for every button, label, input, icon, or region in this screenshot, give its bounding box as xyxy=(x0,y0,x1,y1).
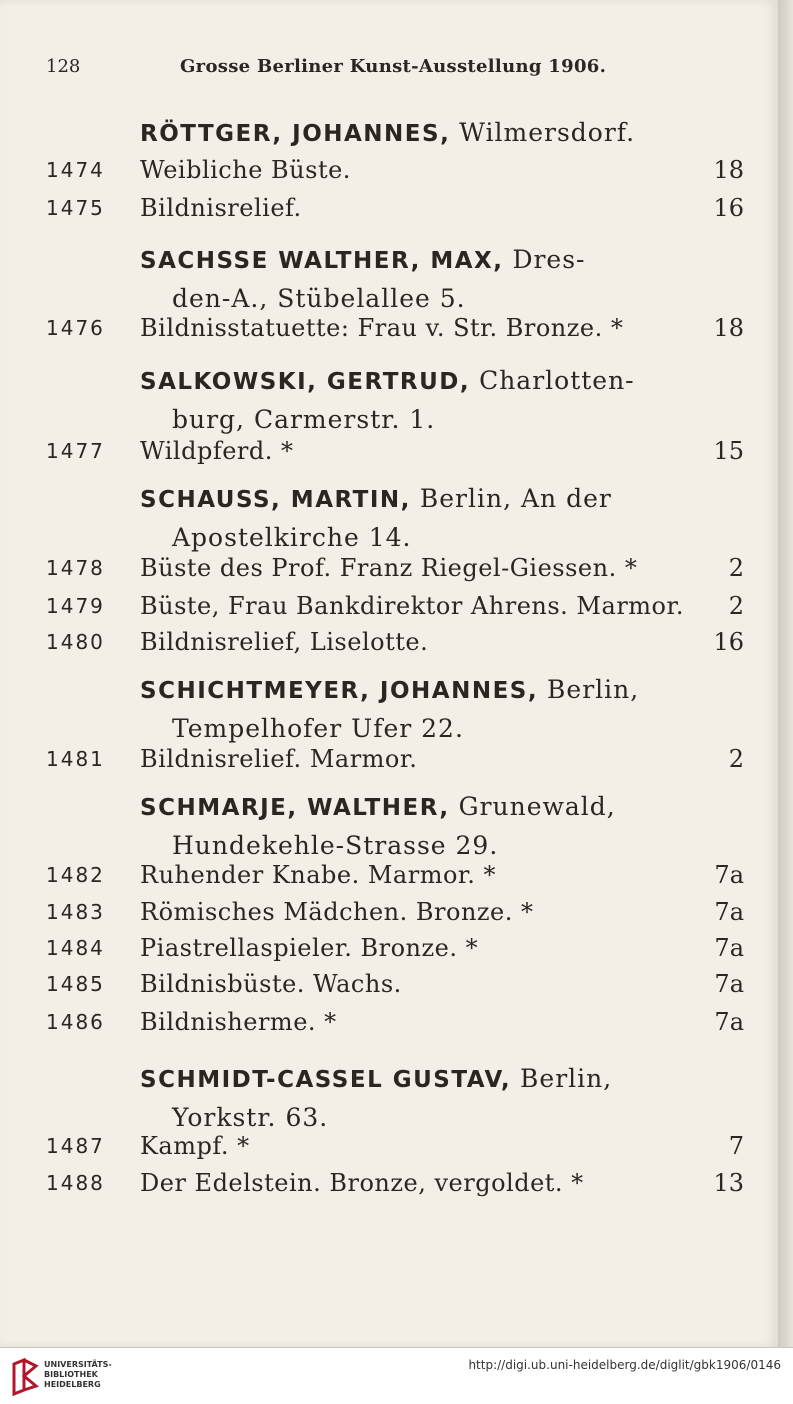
entry-room: 13 xyxy=(713,1169,744,1197)
artist-place: Grunewald, xyxy=(458,792,616,821)
artist-heading xyxy=(140,788,700,864)
entry-number: 1484 xyxy=(46,936,105,960)
artist-heading xyxy=(140,241,700,317)
artist-name: SCHAUSS, MARTIN, xyxy=(140,487,411,513)
catalog-entry xyxy=(0,965,778,1003)
artist-address: Apostelkirche 14. xyxy=(172,523,412,552)
logo-line: UNIVERSITÄTS- xyxy=(44,1360,112,1369)
artist-heading xyxy=(140,362,700,438)
entry-number: 1485 xyxy=(46,972,105,996)
entry-title: Der Edelstein. Bronze, vergoldet. * xyxy=(140,1169,584,1197)
catalog-entry xyxy=(0,893,778,931)
catalog-entry xyxy=(0,1127,778,1165)
entry-title: Bildnisrelief, Liselotte. xyxy=(140,628,429,656)
permalink-url[interactable]: http://digi.ub.uni-heidelberg.de/diglit/gbk1906/0146 xyxy=(468,1358,781,1372)
catalog-entry xyxy=(0,151,778,189)
library-logo-text xyxy=(44,1360,112,1390)
entry-room: 7 xyxy=(728,1132,744,1160)
artist-place: Berlin, xyxy=(547,675,640,704)
entry-title: Römisches Mädchen. Bronze. * xyxy=(140,898,534,926)
viewer-footer xyxy=(0,1347,793,1404)
entry-number: 1487 xyxy=(46,1134,105,1158)
catalog-entry xyxy=(0,1164,778,1202)
entry-title: Büste, Frau Bankdirektor Ahrens. Marmor. xyxy=(140,592,684,620)
running-title: Grosse Berliner Kunst-Ausstellung 1906. xyxy=(180,56,607,77)
entry-number: 1486 xyxy=(46,1010,105,1034)
entry-room: 7a xyxy=(714,934,744,962)
catalog-entry xyxy=(0,929,778,967)
entry-room: 7a xyxy=(714,970,744,998)
running-header xyxy=(0,56,778,86)
entry-room: 15 xyxy=(713,437,744,465)
entry-number: 1483 xyxy=(46,900,105,924)
catalog-entry xyxy=(0,623,778,661)
entry-number: 1476 xyxy=(46,316,105,340)
entry-room: 7a xyxy=(714,898,744,926)
artist-heading xyxy=(140,1060,700,1136)
catalog-entry xyxy=(0,1003,778,1041)
entry-room: 7a xyxy=(714,861,744,889)
entry-title: Kampf. * xyxy=(140,1132,250,1160)
catalog-entry xyxy=(0,587,778,625)
artist-heading xyxy=(140,671,700,747)
artist-address: den-A., Stübelallee 5. xyxy=(172,284,466,313)
catalog-entry xyxy=(0,189,778,227)
logo-line: HEIDELBERG xyxy=(44,1380,101,1389)
entry-title: Bildnisstatuette: Frau v. Str. Bronze. * xyxy=(140,314,624,342)
artist-name: SCHICHTMEYER, JOHANNES, xyxy=(140,678,539,704)
entry-title: Bildnisrelief. Marmor. xyxy=(140,745,418,773)
entry-room: 18 xyxy=(713,314,744,342)
entry-title: Wildpferd. * xyxy=(140,437,294,465)
entry-number: 1475 xyxy=(46,196,105,220)
artist-place: Dres- xyxy=(512,245,586,274)
entry-room: 2 xyxy=(728,592,744,620)
entry-number: 1477 xyxy=(46,439,105,463)
entry-room: 18 xyxy=(713,156,744,184)
artist-name: SALKOWSKI, GERTRUD, xyxy=(140,369,471,395)
entry-number: 1474 xyxy=(46,158,105,182)
entry-title: Büste des Prof. Franz Riegel-Giessen. * xyxy=(140,554,638,582)
entry-title: Bildnisherme. * xyxy=(140,1008,337,1036)
entry-room: 7a xyxy=(714,1008,744,1036)
artist-name: SACHSSE WALTHER, MAX, xyxy=(140,248,504,274)
entry-title: Weibliche Büste. xyxy=(140,156,351,184)
artist-place: Berlin, An der xyxy=(419,484,612,513)
artist-place: Wilmersdorf. xyxy=(459,118,636,147)
entry-number: 1488 xyxy=(46,1171,105,1195)
entry-title: Ruhender Knabe. Marmor. * xyxy=(140,861,496,889)
artist-address: Hundekehle-Strasse 29. xyxy=(172,831,499,860)
artist-heading xyxy=(140,114,700,153)
entry-title: Piastrellaspieler. Bronze. * xyxy=(140,934,479,962)
artist-address: Tempelhofer Ufer 22. xyxy=(172,714,464,743)
artist-place: Berlin, xyxy=(520,1064,613,1093)
entry-title: Bildnisbüste. Wachs. xyxy=(140,970,402,998)
page-gutter xyxy=(778,0,793,1347)
artist-name: SCHMARJE, WALTHER, xyxy=(140,795,450,821)
entry-number: 1479 xyxy=(46,594,105,618)
artist-heading xyxy=(140,480,700,556)
entry-room: 2 xyxy=(728,745,744,773)
library-logo-icon xyxy=(10,1356,40,1396)
entry-room: 16 xyxy=(713,194,744,222)
entry-number: 1481 xyxy=(46,747,105,771)
artist-name: SCHMIDT-CASSEL GUSTAV, xyxy=(140,1067,512,1093)
catalog-entry xyxy=(0,856,778,894)
artist-name: RÖTTGER, JOHANNES, xyxy=(140,121,451,147)
entry-room: 16 xyxy=(713,628,744,656)
artist-address: Yorkstr. 63. xyxy=(172,1103,329,1132)
entry-title: Bildnisrelief. xyxy=(140,194,302,222)
catalog-entry xyxy=(0,432,778,470)
entry-number: 1478 xyxy=(46,556,105,580)
entry-number: 1482 xyxy=(46,863,105,887)
catalog-entry xyxy=(0,740,778,778)
page-number: 128 xyxy=(46,56,81,77)
artist-address: burg, Carmerstr. 1. xyxy=(172,405,436,434)
catalog-entry xyxy=(0,309,778,347)
entry-room: 2 xyxy=(728,554,744,582)
entry-number: 1480 xyxy=(46,630,105,654)
catalog-entry xyxy=(0,549,778,587)
logo-line: BIBLIOTHEK xyxy=(44,1370,98,1379)
artist-place: Charlotten- xyxy=(479,366,635,395)
